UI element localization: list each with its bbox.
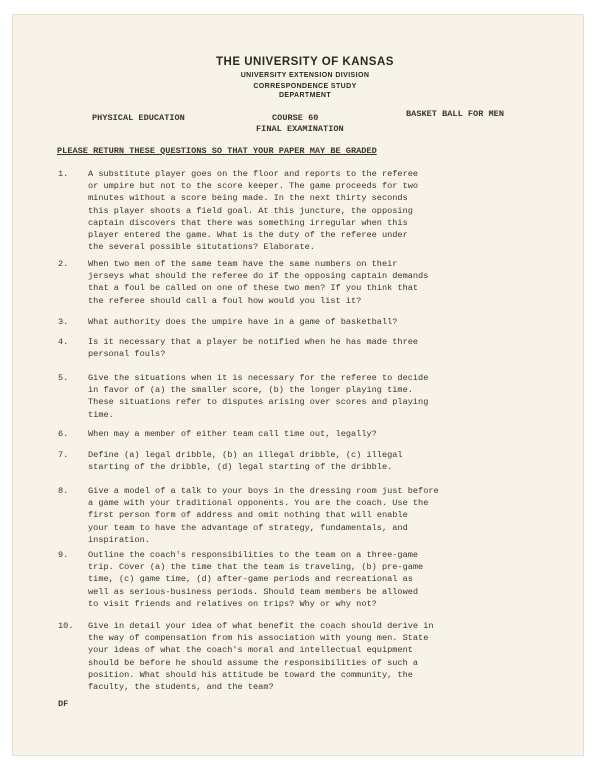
question-text: When two men of the same team have the same numbers on their jerseys what should the referee do if the opposing captain demands that a foul be called on one of these two men? If you think that the referee should call a foul how would you list it?: [88, 259, 429, 306]
question-text: Give a model of a talk to your boys in the dressing room just before a game with your traditional opponents. You are the coach. Use the first person form of address and omit nothing that will enable your team to have the advantage of strategy, fundamentals, and inspiration.: [88, 486, 439, 545]
question-text: When may a member of either team call time out, legally?: [88, 429, 377, 439]
question-3: [58, 316, 548, 328]
question-text: Outline the coach's responsibilities to the team on a three-game trip. Cover (a) the time that the team is traveling, (b) pre-game time, (c) game time, (d) after-game periods and recreational as well as serious-business periods. Should team members be allowed to visit friends and relatives on trips? Why or why not?: [88, 550, 424, 609]
question-5: [58, 372, 548, 421]
exam-heading: FINAL EXAMINATION: [256, 124, 344, 134]
university-title: THE UNIVERSITY OF KANSAS: [216, 56, 394, 68]
question-8: [58, 485, 548, 546]
question-text: Give in detail your idea of what benefit the coach should derive in the way of compensation from his association with young men. State your ideas of what the coach's moral and intellectual equipment should be before he should assume the responsibilities of such a position. What should his attitude be toward the community, the faculty, the students, and the team?: [88, 621, 434, 693]
question-number: 5.: [58, 373, 69, 383]
question-text: What authority does the umpire have in a game of basketball?: [88, 317, 398, 327]
return-instruction: PLEASE RETURN THESE QUESTIONS SO THAT YOUR PAPER MAY BE GRADED: [57, 146, 377, 156]
question-6: [58, 428, 548, 440]
department-title: DEPARTMENT: [278, 92, 332, 99]
question-number: 1.: [58, 169, 69, 179]
course-title-heading: BASKET BALL FOR MEN: [406, 109, 504, 119]
question-number: 3.: [58, 317, 69, 327]
question-number: 8.: [58, 486, 69, 496]
subject-heading: PHYSICAL EDUCATION: [92, 113, 185, 123]
question-2: [58, 258, 548, 307]
division-title: UNIVERSITY EXTENSION DIVISION: [240, 72, 370, 79]
question-text: Define (a) legal dribble, (b) an illegal dribble, (c) illegal starting of the dribble, (d) legal starting of the dribble.: [88, 450, 403, 473]
typist-initials: DF: [58, 699, 69, 709]
question-text: Is it necessary that a player be notified when he has made three personal fouls?: [88, 337, 419, 360]
question-1: [58, 168, 548, 253]
question-text: Give the situations when it is necessary for the referee to decide in favor of (a) the smaller score, (b) the longer playing time. These situations refer to disputes arising over scores and playing time.: [88, 373, 429, 420]
question-number: 6.: [58, 429, 69, 439]
question-number: 2.: [58, 259, 69, 269]
course-heading: COURSE 60: [272, 113, 319, 123]
question-9: [58, 549, 548, 610]
question-text: A substitute player goes on the floor and reports to the referee or umpire but not to the score keeper. The game proceeds for two minutes without a score being made. In the next thirty seconds this player shoots a field goal. At this juncture, the opposing captain discovers that there was something irregular when this player entered the game. What is the duty of the referee under the several possible situtations? Elaborate.: [88, 169, 419, 253]
question-4: [58, 336, 548, 360]
question-number: 4.: [58, 337, 69, 347]
question-number: 9.: [58, 550, 69, 560]
question-number: 10.: [58, 621, 74, 631]
question-7: [58, 449, 548, 473]
study-title: CORRESPONDENCE STUDY: [253, 83, 357, 90]
question-number: 7.: [58, 450, 69, 460]
question-10: [58, 620, 548, 693]
